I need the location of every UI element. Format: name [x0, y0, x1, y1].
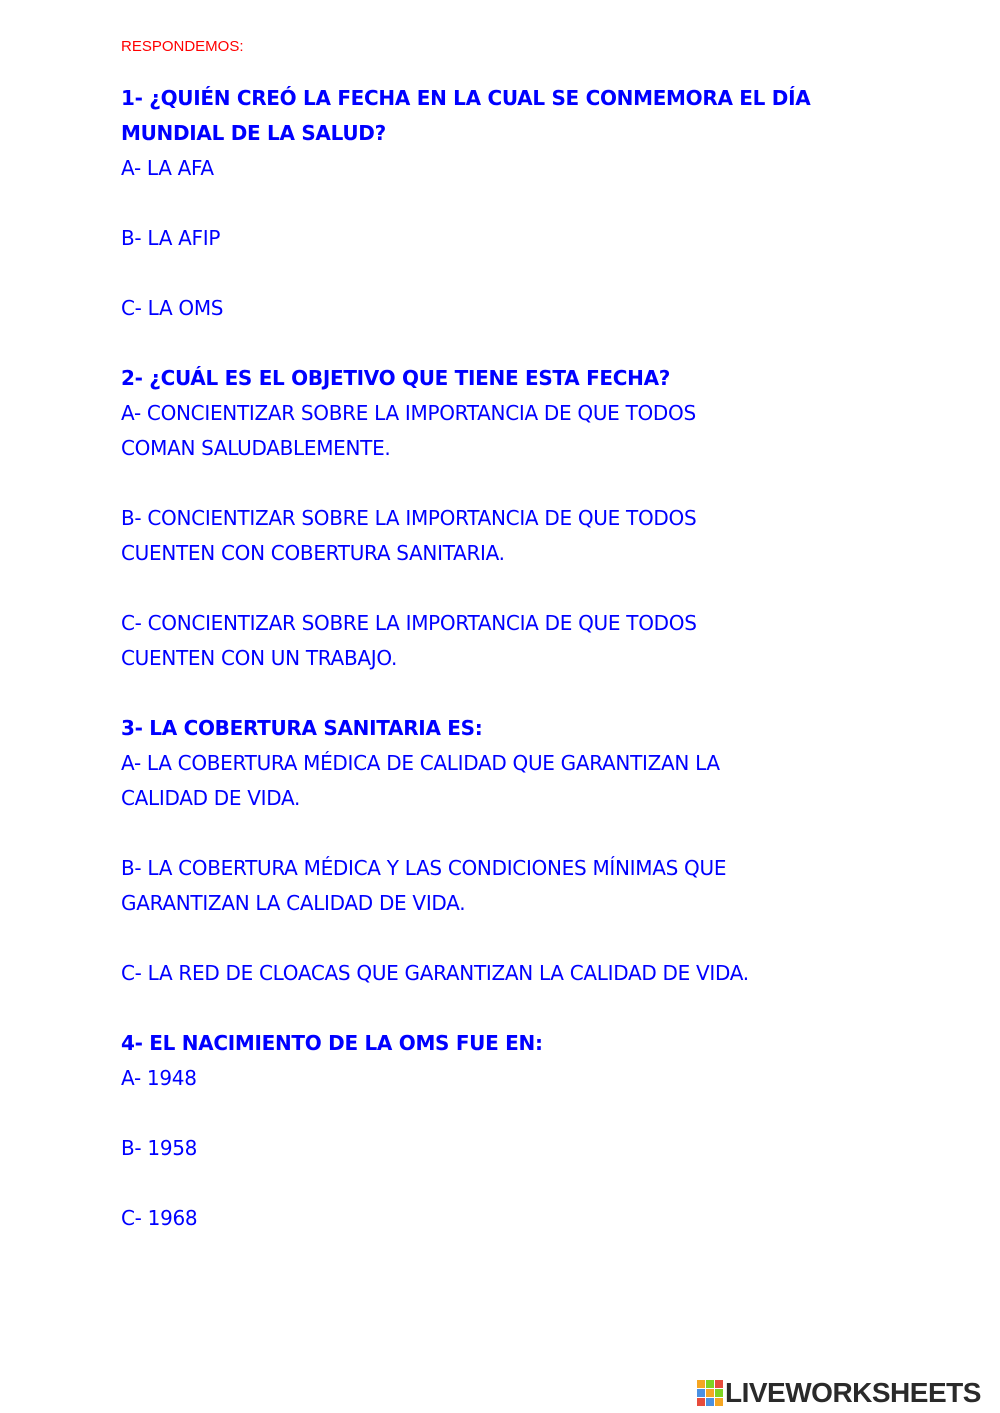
- question-3-option-b[interactable]: B- LA COBERTURA MÉDICA Y LAS CONDICIONES MÍNIMAS QUE: [121, 856, 727, 880]
- question-4-option-b[interactable]: B- 1958: [121, 1136, 198, 1160]
- question-3-option-b-cont[interactable]: GARANTIZAN LA CALIDAD DE VIDA.: [121, 891, 466, 915]
- liveworksheets-logo: [697, 1378, 993, 1408]
- question-4-option-a[interactable]: A- 1948: [121, 1066, 197, 1090]
- question-4-option-c[interactable]: C- 1968: [121, 1206, 198, 1230]
- question-1-line-1: 1- ¿QUIÉN CREÓ LA FECHA EN LA CUAL SE CONMEMORA EL DÍA: [121, 86, 811, 110]
- page-title: RESPONDEMOS:: [121, 38, 244, 55]
- liveworksheets-logo-icon: [697, 1380, 723, 1406]
- question-2-option-b-cont[interactable]: CUENTEN CON COBERTURA SANITARIA.: [121, 541, 505, 565]
- question-2-option-a[interactable]: A- CONCIENTIZAR SOBRE LA IMPORTANCIA DE QUE TODOS: [121, 401, 696, 425]
- question-3-option-c[interactable]: C- LA RED DE CLOACAS QUE GARANTIZAN LA CALIDAD DE VIDA.: [121, 961, 749, 985]
- question-2-option-c-cont[interactable]: CUENTEN CON UN TRABAJO.: [121, 646, 398, 670]
- question-3-option-a-cont[interactable]: CALIDAD DE VIDA.: [121, 786, 301, 810]
- question-1-option-a[interactable]: A- LA AFA: [121, 156, 214, 180]
- question-4-line-1: 4- EL NACIMIENTO DE LA OMS FUE EN:: [121, 1031, 543, 1055]
- question-2-option-c[interactable]: C- CONCIENTIZAR SOBRE LA IMPORTANCIA DE QUE TODOS: [121, 611, 697, 635]
- question-1-option-b[interactable]: B- LA AFIP: [121, 226, 221, 250]
- question-2-line-1: 2- ¿CUÁL ES EL OBJETIVO QUE TIENE ESTA FECHA?: [121, 366, 671, 390]
- question-1-line-2: MUNDIAL DE LA SALUD?: [121, 121, 386, 145]
- question-1-option-c[interactable]: C- LA OMS: [121, 296, 224, 320]
- question-3-option-a[interactable]: A- LA COBERTURA MÉDICA DE CALIDAD QUE GARANTIZAN LA: [121, 751, 720, 775]
- question-2-option-a-cont[interactable]: COMAN SALUDABLEMENTE.: [121, 436, 391, 460]
- logo-text: LIVEWORKSHEETS: [725, 1377, 981, 1408]
- question-2-option-b[interactable]: B- CONCIENTIZAR SOBRE LA IMPORTANCIA DE QUE TODOS: [121, 506, 697, 530]
- question-3-line-1: 3- LA COBERTURA SANITARIA ES:: [121, 716, 483, 740]
